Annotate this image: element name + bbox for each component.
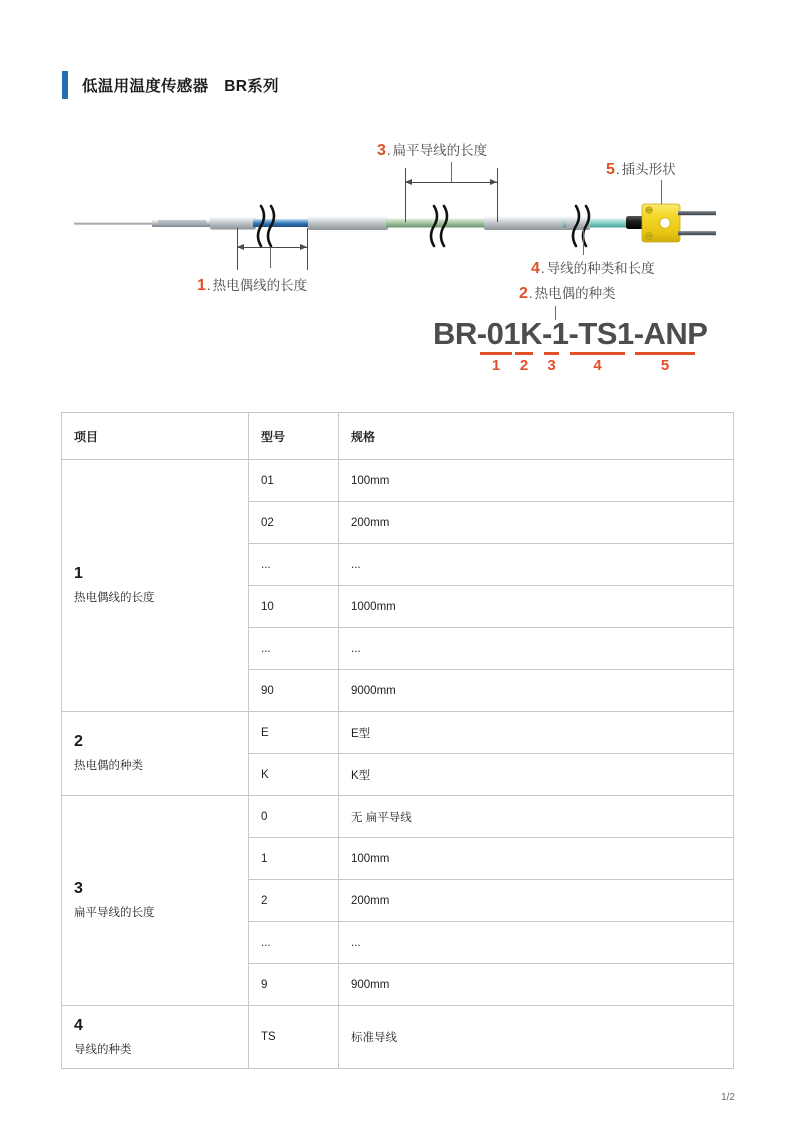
cell-spec: 100mm <box>339 460 734 502</box>
table-row <box>62 796 734 838</box>
model-mark-underline-4 <box>570 352 625 355</box>
callout-1-separator: . <box>206 278 211 293</box>
callout-1-label: 热电偶线的长度 <box>212 278 308 293</box>
page-header <box>62 70 279 100</box>
model-mark-number-2: 2 <box>519 357 529 374</box>
model-mark-underline-3 <box>544 352 559 355</box>
callout-1-leader <box>270 248 271 268</box>
table-header-row <box>62 413 734 460</box>
cell-model: E <box>249 712 339 754</box>
group-label-3: 扁平导线的长度 <box>74 907 155 920</box>
dim-1-arrow-right <box>300 244 307 250</box>
cell-spec: 200mm <box>339 502 734 544</box>
dim-1-tick-right <box>307 228 308 270</box>
cell-model: TS <box>249 1006 339 1069</box>
dim-3-tick-right <box>497 168 498 222</box>
column-header-spec: 规格 <box>339 413 734 460</box>
dim-3-tick-left <box>405 168 406 222</box>
cell-model: ... <box>249 544 339 586</box>
callout-3 <box>377 143 487 159</box>
column-header-item: 项目 <box>62 413 249 460</box>
dim-1-line <box>237 247 307 248</box>
model-mark-underline-5 <box>635 352 695 355</box>
callout-5-separator: . <box>615 162 620 177</box>
model-number-marks <box>433 352 723 380</box>
callout-2-number: 2 <box>519 285 528 302</box>
model-mark-number-4: 4 <box>593 357 602 374</box>
dim-1-arrow-left <box>237 244 244 250</box>
group-number-4: 4 <box>74 1016 83 1034</box>
cell-model: 9 <box>249 964 339 1006</box>
model-mark-underline-1 <box>480 352 512 355</box>
model-number-block <box>433 318 723 380</box>
group-number-3: 3 <box>74 880 83 898</box>
cell-spec: 900mm <box>339 964 734 1006</box>
model-mark-underline-2 <box>515 352 533 355</box>
callout-3-label: 扁平导线的长度 <box>392 143 488 158</box>
callout-3-separator: . <box>386 143 391 158</box>
cell-spec: K型 <box>339 754 734 796</box>
cell-spec: ... <box>339 922 734 964</box>
table-row <box>62 1006 734 1069</box>
cell-model: 90 <box>249 670 339 712</box>
model-mark-number-1: 1 <box>491 357 501 374</box>
cell-model: 01 <box>249 460 339 502</box>
cell-spec: 9000mm <box>339 670 734 712</box>
cell-spec: 1000mm <box>339 586 734 628</box>
callout-5-leader <box>661 180 662 204</box>
cell-spec: 100mm <box>339 838 734 880</box>
cell-spec: ... <box>339 628 734 670</box>
callout-4-label: 导线的种类和长度 <box>546 261 655 276</box>
callout-4-separator: . <box>540 261 545 276</box>
page-number: 1/2 <box>721 1092 735 1103</box>
group-cell-4 <box>62 1006 249 1069</box>
column-header-model: 型号 <box>249 413 339 460</box>
cell-model: 0 <box>249 796 339 838</box>
group-cell-3 <box>62 796 249 1006</box>
cell-spec: 200mm <box>339 880 734 922</box>
model-number-code: BR-01K-1-TS1-ANP <box>433 316 708 351</box>
cell-model: ... <box>249 922 339 964</box>
cell-spec: 标准导线 <box>339 1006 734 1069</box>
group-cell-2 <box>62 712 249 796</box>
group-number-1: 1 <box>74 565 83 583</box>
model-mark-number-3: 3 <box>547 357 556 374</box>
callout-1 <box>197 278 307 294</box>
cell-spec: 无 扁平导线 <box>339 796 734 838</box>
page-title: 低温用温度传感器 BR系列 <box>82 78 279 95</box>
cell-spec: ... <box>339 544 734 586</box>
table-row <box>62 712 734 754</box>
specification-table <box>61 412 734 1069</box>
callout-5 <box>606 162 676 178</box>
cell-model: 1 <box>249 838 339 880</box>
callout-2 <box>519 286 616 302</box>
callout-1-number: 1 <box>197 277 206 294</box>
callout-3-number: 3 <box>377 142 386 159</box>
group-label-4: 导线的种类 <box>74 1043 132 1056</box>
cell-model: 02 <box>249 502 339 544</box>
cell-spec: E型 <box>339 712 734 754</box>
cell-model: 10 <box>249 586 339 628</box>
dim-3-arrow-left <box>405 179 412 185</box>
header-accent-bar <box>62 71 68 99</box>
callout-2-separator: . <box>528 286 533 301</box>
callout-5-number: 5 <box>606 161 615 178</box>
group-number-2: 2 <box>74 733 83 751</box>
cell-model: ... <box>249 628 339 670</box>
cell-model: K <box>249 754 339 796</box>
callout-5-label: 插头形状 <box>621 162 676 177</box>
group-label-2: 热电偶的种类 <box>74 760 143 773</box>
dim-3-arrow-right <box>490 179 497 185</box>
callout-3-leader <box>451 162 452 182</box>
group-label-1: 热电偶线的长度 <box>74 592 155 605</box>
dim-3-line <box>405 182 497 183</box>
model-mark-number-5: 5 <box>660 357 670 374</box>
callout-2-label: 热电偶的种类 <box>534 286 616 301</box>
group-cell-1 <box>62 460 249 712</box>
callout-4 <box>531 261 655 277</box>
callout-4-number: 4 <box>531 260 540 277</box>
table-row <box>62 460 734 502</box>
cell-model: 2 <box>249 880 339 922</box>
callout-4-leader <box>583 229 584 255</box>
